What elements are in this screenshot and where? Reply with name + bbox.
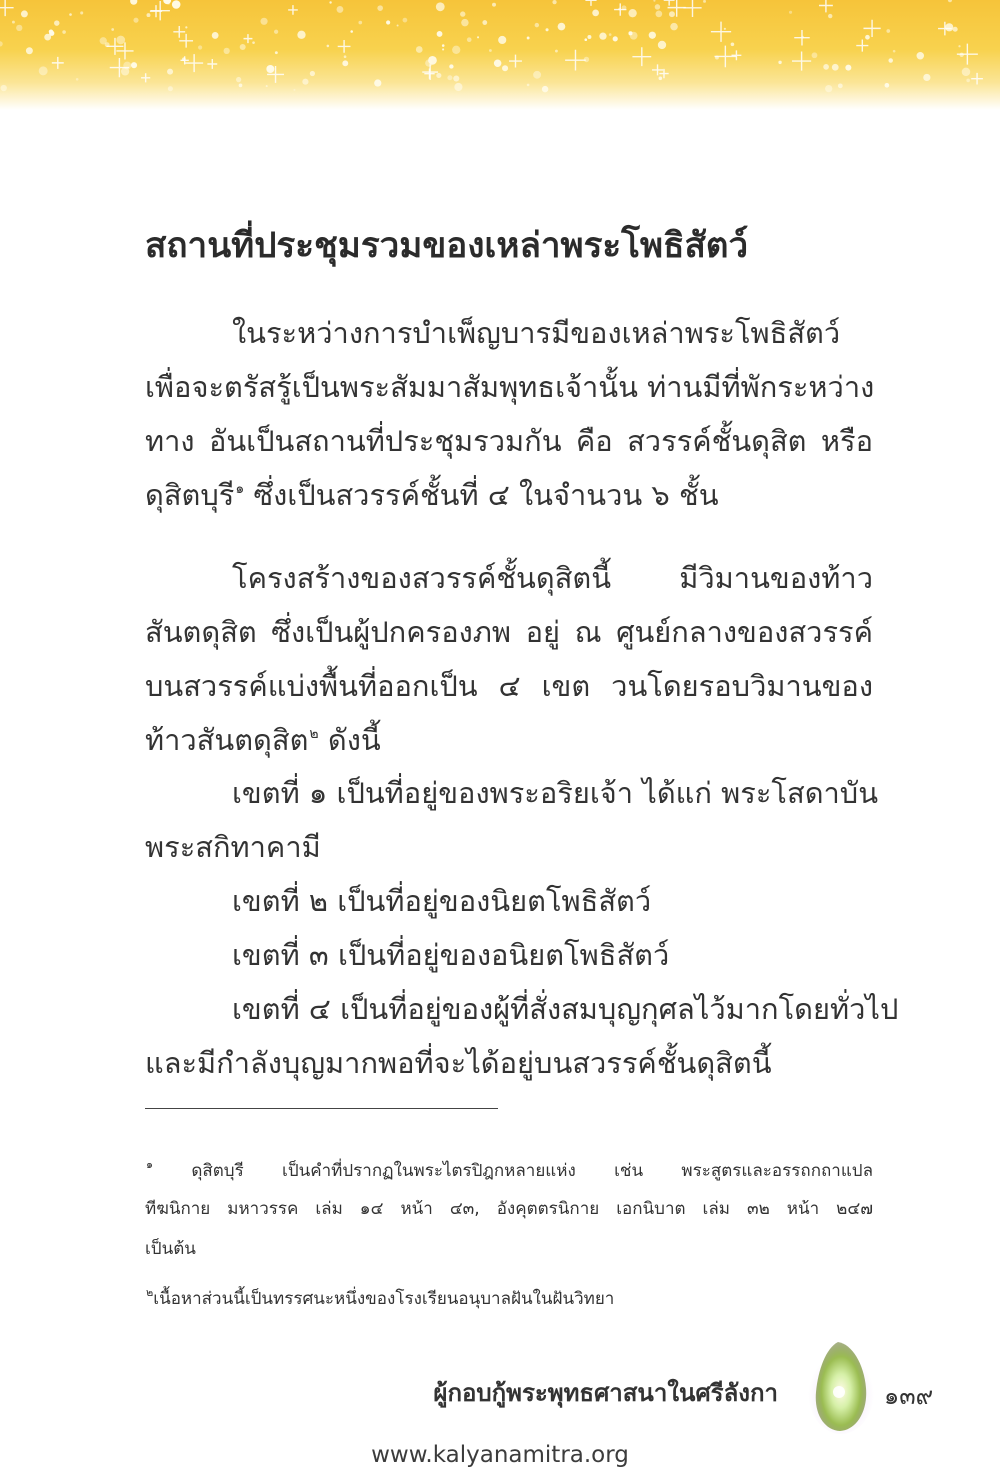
paragraph-line: ในระหว่างการบำเพ็ญบารมีของเหล่าพระโพธิสัตว์: [232, 316, 841, 350]
zone-4-line: เขตที่ ๔ เป็นที่อยู่ของผู้ที่สั่งสมบุญกุศลไว้มากโดยทั่วไป: [232, 992, 899, 1026]
paragraph-line: สันตดุสิต ซึ่งเป็นผู้ปกครองภพ อยู่ ณ ศูนย์กลางของสวรรค์: [145, 615, 873, 649]
paragraph-text: ท้าวสันตดุสิต: [145, 723, 309, 757]
paragraph-line: โครงสร้างของสวรรค์ชั้นดุสิตนี้ มีวิมานของท้าว: [232, 561, 873, 595]
footnote-mark: ๒: [146, 1286, 154, 1299]
footnote-divider: [145, 1108, 498, 1109]
footnote-2: $^๒$เนื้อหาส่วนนี้เป็นทรรศนะหนึ่งของโรงเรียนอนุบาลฝันในฝันวิทยา: [146, 1286, 615, 1309]
footnote-ref-2[interactable]: ๒: [309, 726, 319, 742]
zone-1-line: เขตที่ ๑ เป็นที่อยู่ของพระอริยเจ้า ได้แก่ พระโสดาบัน: [232, 776, 879, 810]
zone-4-continued: และมีกำลังบุญมากพอที่จะได้อยู่บนสวรรค์ชั้นดุสิตนี้: [145, 1046, 772, 1080]
footnote-1-line: เป็นต้น: [145, 1239, 196, 1259]
zone-1-continued: พระสกิทาคามี: [145, 830, 321, 864]
paragraph-line: [145, 717, 381, 763]
glowing-orb-emblem-icon: [808, 1336, 874, 1436]
paragraph-line: ทาง อันเป็นสถานที่ประชุมรวมกัน คือ สวรรค์ชั้นดุสิต หรือ: [145, 424, 873, 458]
paragraph-line: เพื่อจะตรัสรู้เป็นพระสัมมาสัมพุทธเจ้านั้น ท่านมีที่พักระหว่าง: [145, 370, 875, 404]
website-url[interactable]: www.kalyanamitra.org: [371, 1442, 629, 1468]
book-title: ผู้กอบกู้พระพุทธศาสนาในศรีลังกา: [433, 1379, 778, 1407]
zone-2-line: เขตที่ ๒ เป็นที่อยู่ของนิยตโพธิสัตว์: [232, 884, 652, 918]
footnote-1: $^๑$ ดุสิตบุรี เป็นคำที่ปรากฏในพระไตรปิฎกหลายแห่ง เช่น พระสูตรและอรรถกถาแปล: [146, 1158, 873, 1181]
page-number: ๑๓๙: [884, 1382, 934, 1410]
sparkle-pattern: [0, 0, 1000, 110]
paragraph-text: ซึ่งเป็นสวรรค์ชั้นที่ ๔ ในจำนวน ๖ ชั้น: [253, 478, 719, 512]
footnote-mark: ๑: [146, 1158, 153, 1171]
paragraph-line: บนสวรรค์แบ่งพื้นที่ออกเป็น ๔ เขต วนโดยรอบวิมานของ: [145, 669, 873, 703]
paragraph-text: ดังนี้: [327, 723, 381, 757]
zone-3-line: เขตที่ ๓ เป็นที่อยู่ของอนิยตโพธิสัตว์: [232, 938, 670, 972]
section-heading: สถานที่ประชุมรวมของเหล่าพระโพธิสัตว์: [145, 226, 749, 266]
footnote-1-line: ทีฆนิกาย มหาวรรค เล่ม ๑๔ หน้า ๔๓, อังคุตตรนิกาย เอกนิบาต เล่ม ๓๒ หน้า ๒๔๗: [145, 1199, 873, 1219]
term-dusitburi: ดุสิตบุรี: [145, 478, 235, 512]
decorative-starry-banner: [0, 0, 1000, 110]
paragraph-line: [145, 472, 719, 518]
footnote-ref-1[interactable]: ๑: [235, 481, 245, 497]
